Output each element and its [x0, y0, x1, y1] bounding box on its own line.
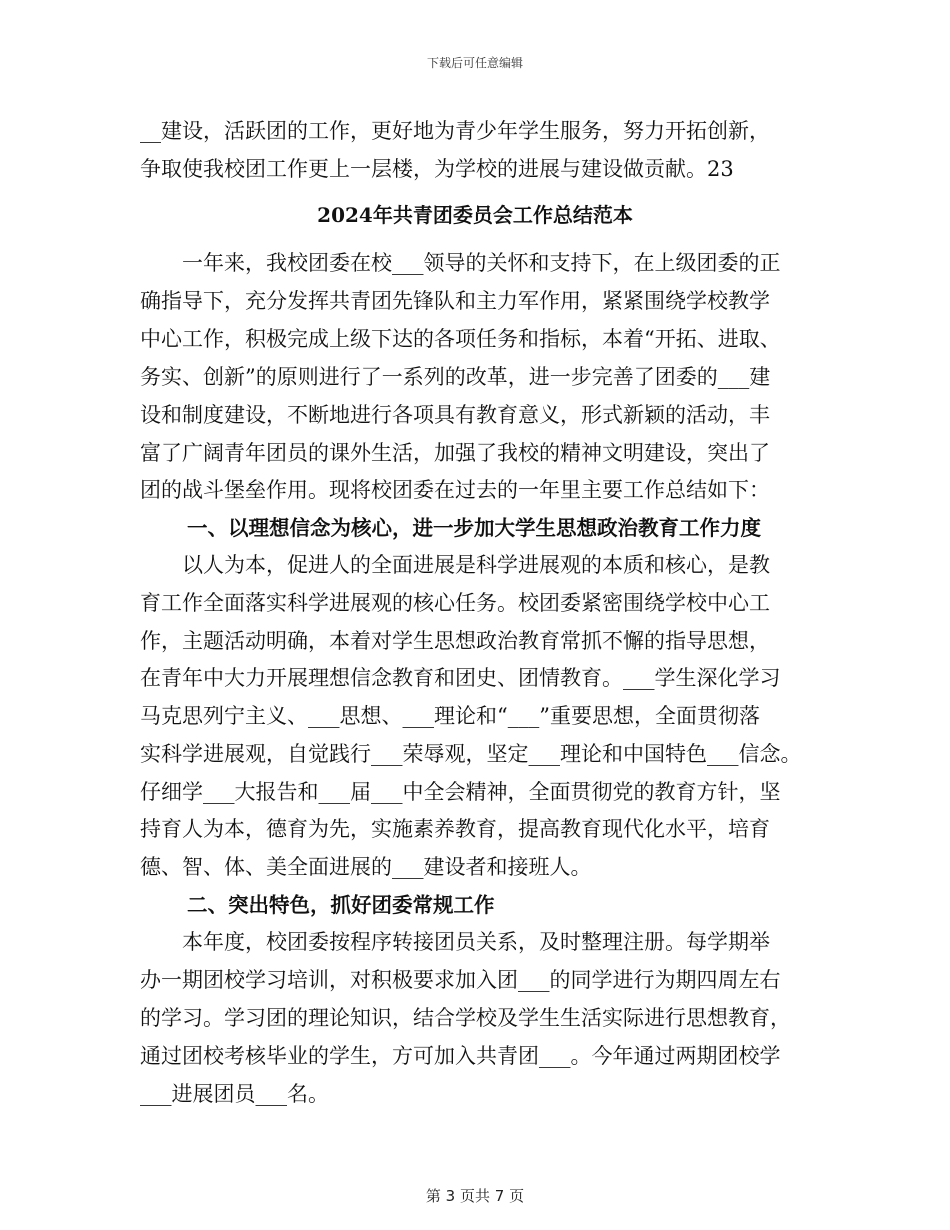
para3-line-1: 本年度，校团委按程序转接团员关系，及时整理注册。每学期举 — [140, 930, 770, 954]
para1-line-3: 中心工作，积极完成上级下达的各项任务和指标，本着“开拓、进取、 — [140, 327, 781, 351]
para1-line-2: 确指导下，充分发挥共青团先锋队和主力军作用，紧紧围绕学校教学 — [140, 289, 770, 313]
page-footer: 第 3 页共 7 页 — [425, 1187, 525, 1205]
document-title: 2024年共青团委员会工作总结范本 — [317, 203, 633, 227]
section-heading-2: 二、突出特色，抓好团委常规工作 — [187, 893, 495, 917]
para1-line-7: 团的战斗堡垒作用。现将校团委在过去的一年里主要工作总结如下： — [140, 478, 770, 502]
para2-line-5: 马克思列宁主义、___思想、___理论和“___”重要思想，全面贯彻落 — [140, 704, 760, 728]
para2-line-3: 作，主题活动明确，本着对学生思想政治教育常抓不懈的指导思想， — [140, 629, 770, 653]
para2-line-8: 持育人为本，德育为先，实施素养教育，提高教育现代化水平，培育 — [140, 817, 770, 841]
para3-line-2: 办一期团校学习培训，对积极要求加入团___的同学进行为期四周左右 — [140, 968, 781, 992]
section-heading-1: 一、以理想信念为核心，进一步加大学生思想政治教育工作力度 — [187, 516, 761, 540]
page-header: 下载后可任意编辑 — [426, 56, 523, 70]
para1-line-6: 富了广阔青年团员的课外生活，加强了我校的精神文明建设，突出了 — [140, 441, 770, 465]
para2-line-7: 仔细学___大报告和___届___中全会精神，全面贯彻党的教育方针，坚 — [140, 780, 781, 804]
para2-line-1: 以人为本，促进人的全面进展是科学进展观的本质和核心，是教 — [140, 553, 770, 577]
para3-line-5: ___进展团员___名。 — [140, 1082, 329, 1106]
para2-line-2: 育工作全面落实科学进展观的核心任务。校团委紧密围绕学校中心工 — [140, 591, 770, 615]
para1-line-4: 务实、创新”的原则进行了一系列的改革，进一步完善了团委的___建 — [140, 365, 771, 389]
para3-line-4: 通过团校考核毕业的学生，方可加入共青团___。今年通过两期团校学 — [140, 1044, 781, 1068]
para2-line-9: 德、智、体、美全面进展的___建设者和接班人。 — [140, 855, 592, 879]
intro-line-1: __建设，活跃团的工作，更好地为青少年学生服务，努力开拓创新， — [140, 119, 770, 143]
para1-line-5: 设和制度建设，不断地进行各项具有教育意义，形式新颖的活动，丰 — [140, 403, 770, 427]
para1-line-1: 一年来，我校团委在校___领导的关怀和支持下，在上级团委的正 — [140, 251, 781, 275]
para3-line-3: 的学习。学习团的理论知识，结合学校及学生生活实际进行思想教育， — [140, 1006, 791, 1030]
intro-line-2: 争取使我校团工作更上一层楼，为学校的进展与建设做贡献。23 — [140, 157, 734, 181]
para2-line-4: 在青年中大力开展理想信念教育和团史、团情教育。___学生深化学习 — [140, 666, 781, 690]
para2-line-6: 实科学进展观，自觉践行___荣辱观，坚定___理论和中国特色___信念。 — [140, 742, 802, 766]
